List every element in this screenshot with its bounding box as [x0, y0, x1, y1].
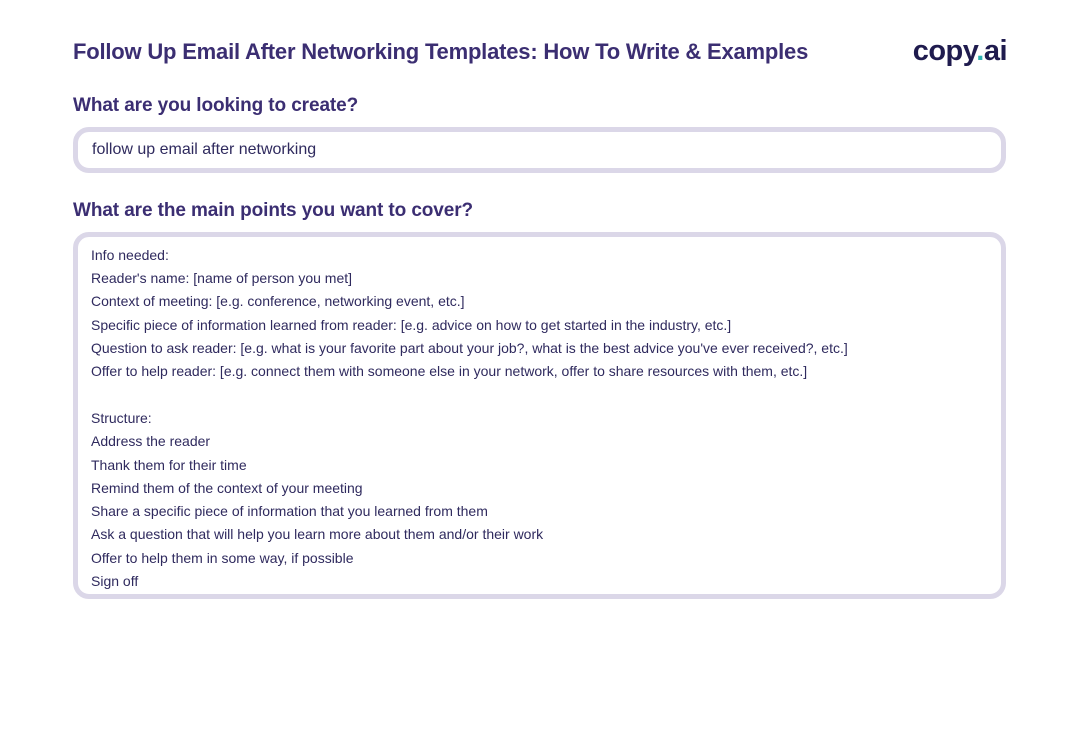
- create-input[interactable]: [73, 127, 1006, 173]
- main-points-textarea[interactable]: [73, 232, 1006, 599]
- create-question-label: What are you looking to create?: [73, 94, 359, 116]
- logo-word: copy: [912, 35, 977, 67]
- logo-dot-icon: .: [976, 35, 984, 67]
- points-question-label: What are the main points you want to cover?: [73, 199, 474, 221]
- page-title: Follow Up Email After Networking Templates: How To Write & Examples: [73, 39, 809, 64]
- header: [73, 36, 1007, 68]
- copyai-logo: [913, 36, 1007, 68]
- logo-suffix: ai: [983, 35, 1007, 67]
